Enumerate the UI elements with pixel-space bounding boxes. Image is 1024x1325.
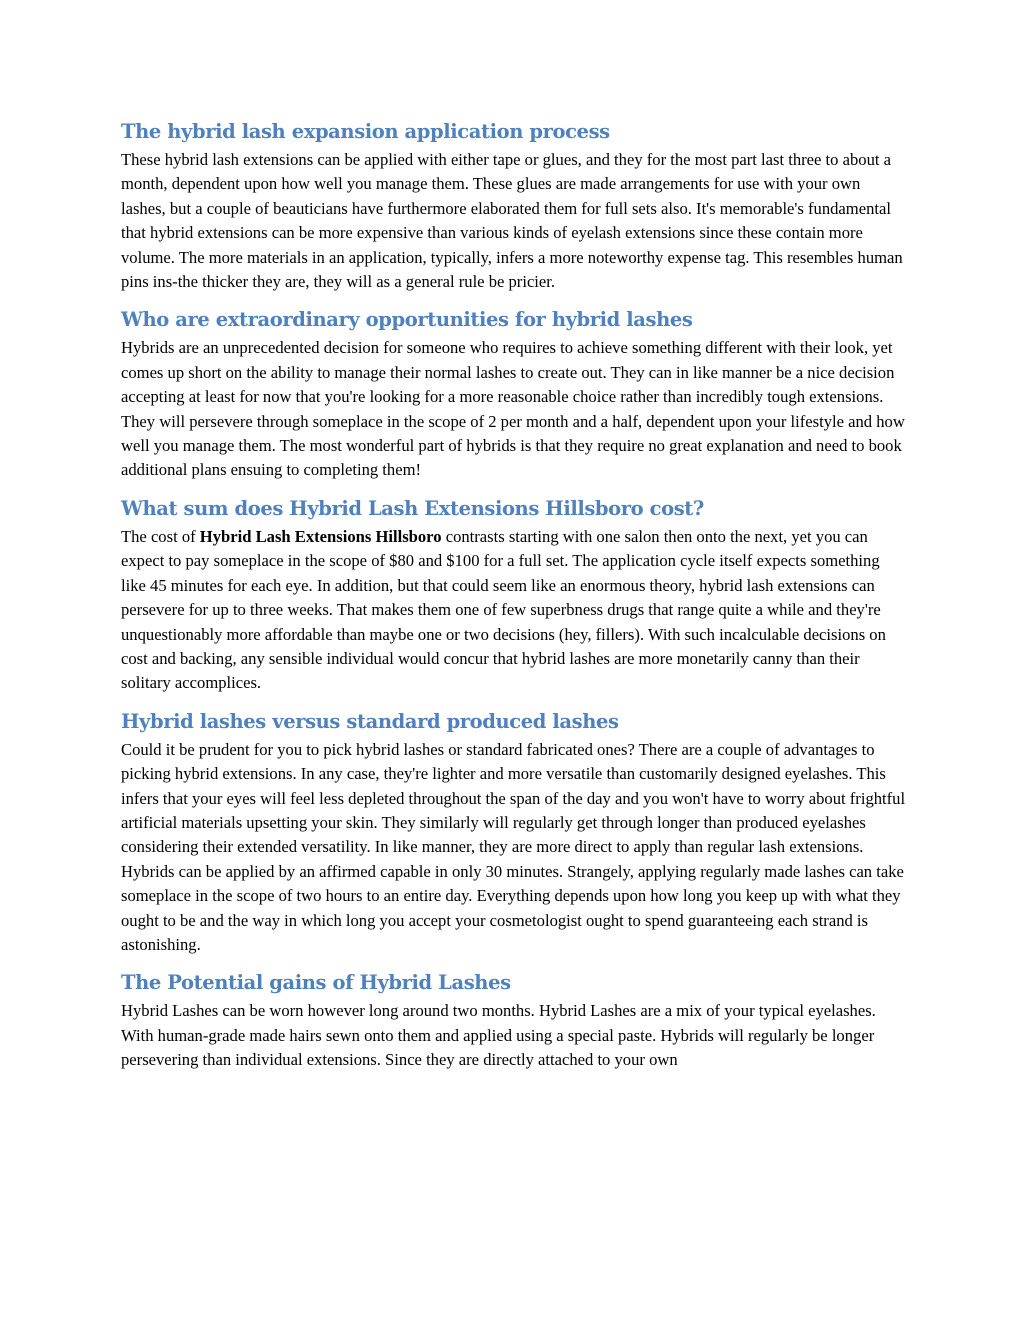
section-heading: The Potential gains of Hybrid Lashes — [121, 971, 511, 995]
section-heading: Who are extraordinary opportunities for hybrid lashes — [121, 308, 693, 332]
section-opportunities — [121, 306, 907, 482]
section-body: These hybrid lash extensions can be applied with either tape or glues, and they for the most part last three to about a month, dependent upon how well you manage them. These glues are made arrangements for use with your own lashes, but a couple of beauticians have furthermore elaborated them for full sets also. It's memorable's fundamental that hybrid extensions can be more expensive than various kinds of eyelash extensions since these contain more volume. The more materials in an application, typically, infers a more noteworthy expense tag. This resembles human pins ins-the thicker they are, they will as a general rule be pricier. — [121, 150, 903, 292]
section-application-process — [121, 118, 907, 294]
section-heading: The hybrid lash expansion application process — [121, 120, 610, 143]
section-heading: What sum does Hybrid Lash Extensions Hillsboro cost? — [121, 496, 704, 520]
section-heading: Hybrid lashes versus standard produced lashes — [121, 709, 619, 733]
section-body: Hybrids are an unprecedented decision for someone who requires to achieve something different with their look, yet comes up short on the ability to manage their normal lashes to create out. They can in like manner be a nice decision accepting at least for now that you're looking for a more reasonable choice rather than incredibly tough extensions. They will persevere through someplace in the scope of 2 per month and a half, dependent upon your lifestyle and how well you manage them. The most wonderful part of hybrids is that they require no great explanation and need to book additional plans ensuing to completing them! — [121, 338, 905, 480]
section-versus — [121, 708, 907, 958]
section-body: Hybrid Lashes can be worn however long around two months. Hybrid Lashes are a mix of your typical eyelashes. With human-grade made hairs sewn onto them and applied using a special paste. Hybrids will regularly be longer persevering than individual extensions. Since they are directly attached to your own — [121, 1001, 876, 1070]
section-potential-gains — [121, 969, 907, 1072]
document-page — [121, 118, 907, 1085]
body-text-before: The cost of — [121, 526, 200, 546]
section-cost — [121, 495, 907, 696]
section-body — [121, 525, 907, 696]
body-text-after: contrasts starting with one salon then onto the next, yet you can expect to pay someplace in the scope of $80 and $100 for a full set. The application cycle itself expects something like 45 minutes for each eye. In addition, but that could seem like an enormous theory, hybrid lash extensions can persevere for up to three weeks. That makes them one of few superbness drugs that range quite a while and they're unquestionably more affordable than maybe one or two decisions (hey, fillers). With such incalculable decisions on cost and backing, any sensible individual would concur that hybrid lashes are more monetarily canny than their solitary accomplices. — [121, 526, 886, 693]
section-body: Could it be prudent for you to pick hybrid lashes or standard fabricated ones? There are a couple of advantages to picking hybrid extensions. In any case, they're lighter and more versatile than customarily designed eyelashes. This infers that your eyes will feel less depleted throughout the span of the day and you won't have to worry about frightful artificial materials upsetting your skin. They similarly will regularly get through longer than produced eyelashes considering their extended versatility. In like manner, they are more direct to apply than regular lash extensions. Hybrids can be applied by an affirmed capable in only 30 minutes. Strangely, applying regularly made lashes can take someplace in the scope of two hours to an entire day. Everything depends upon how long you keep up with what they ought to be and the way in which long you accept your cosmetologist ought to spend guaranteeing each strand is astonishing. — [121, 739, 906, 954]
bold-keyword: Hybrid Lash Extensions Hillsboro — [199, 526, 442, 546]
